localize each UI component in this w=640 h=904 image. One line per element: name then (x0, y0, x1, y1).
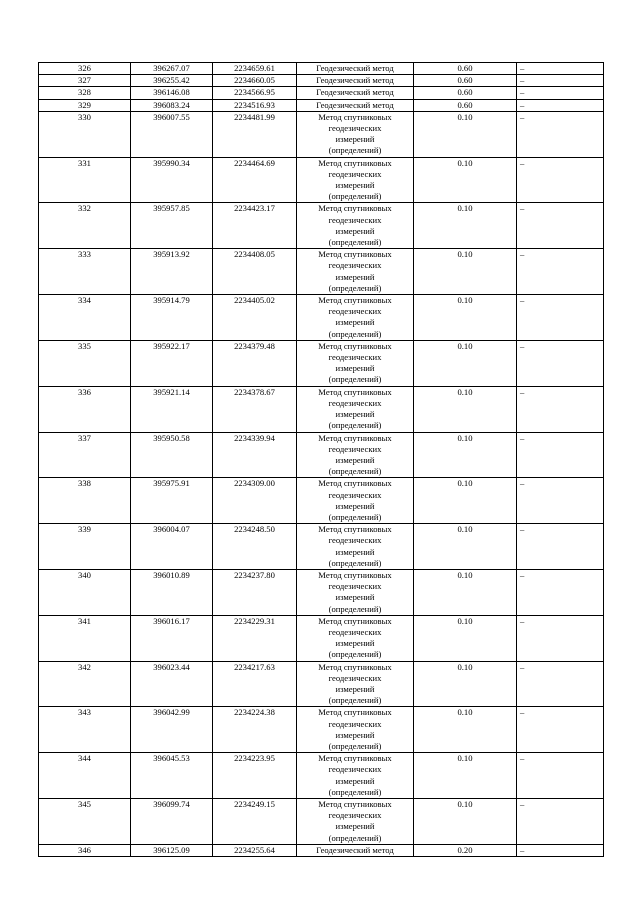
table-row (39, 432, 604, 478)
method-line: измерений (335, 500, 375, 511)
method-cell (297, 295, 414, 341)
x-coordinate-cell: 396099.74 (131, 799, 213, 845)
coordinates-table (38, 62, 604, 857)
method-line: Метод спутниковых (318, 432, 392, 443)
point-number-cell: 335 (39, 340, 131, 386)
method-line: (определений) (328, 603, 382, 614)
method-line: (определений) (328, 145, 382, 156)
note-cell: – (517, 569, 604, 615)
method-cell (297, 99, 414, 111)
method-line: измерений (335, 317, 375, 328)
table-row (39, 524, 604, 570)
method-line: геодезических (328, 168, 382, 179)
note-cell: – (517, 478, 604, 524)
method-cell (297, 203, 414, 249)
table-row (39, 661, 604, 707)
method-cell (297, 111, 414, 157)
method-cell (297, 844, 414, 856)
method-cell (297, 524, 414, 570)
table-row (39, 157, 604, 203)
method-line: измерений (335, 454, 375, 465)
point-number-cell: 337 (39, 432, 131, 478)
accuracy-cell: 0.10 (414, 524, 517, 570)
point-number-cell: 339 (39, 524, 131, 570)
point-number-cell: 334 (39, 295, 131, 341)
x-coordinate-cell: 396010.89 (131, 569, 213, 615)
note-cell: – (517, 87, 604, 99)
accuracy-cell: 0.10 (414, 569, 517, 615)
method-line: (определений) (328, 374, 382, 385)
note-cell: – (517, 844, 604, 856)
note-cell: – (517, 340, 604, 386)
x-coordinate-cell: 396045.53 (131, 753, 213, 799)
accuracy-cell: 0.10 (414, 707, 517, 753)
method-line: (определений) (328, 511, 382, 522)
method-line: измерений (335, 683, 375, 694)
y-coordinate-cell: 2234405.02 (213, 295, 297, 341)
method-line: геодезических (328, 581, 382, 592)
table-row (39, 340, 604, 386)
method-line: геодезических (328, 626, 382, 637)
x-coordinate-cell: 395990.34 (131, 157, 213, 203)
note-cell: – (517, 432, 604, 478)
note-cell: – (517, 203, 604, 249)
point-number-cell: 328 (39, 87, 131, 99)
method-cell (297, 753, 414, 799)
y-coordinate-cell: 2234659.61 (213, 63, 297, 75)
note-cell: – (517, 524, 604, 570)
method-line: Метод спутниковых (318, 111, 392, 122)
method-line: (определений) (328, 740, 382, 751)
method-line: измерений (335, 638, 375, 649)
x-coordinate-cell: 396083.24 (131, 99, 213, 111)
table-row (39, 386, 604, 432)
method-line: Геодезический метод (316, 87, 394, 98)
method-line: измерений (335, 180, 375, 191)
y-coordinate-cell: 2234217.63 (213, 661, 297, 707)
table-row (39, 844, 604, 856)
method-line: измерений (335, 134, 375, 145)
method-line: Геодезический метод (316, 844, 394, 855)
method-line: измерений (335, 821, 375, 832)
method-line: геодезических (328, 260, 382, 271)
method-cell (297, 340, 414, 386)
method-line: (определений) (328, 557, 382, 568)
note-cell: – (517, 295, 604, 341)
method-cell (297, 63, 414, 75)
table-row (39, 249, 604, 295)
x-coordinate-cell: 396255.42 (131, 75, 213, 87)
point-number-cell: 343 (39, 707, 131, 753)
note-cell: – (517, 157, 604, 203)
method-cell (297, 799, 414, 845)
method-line: Метод спутниковых (318, 340, 392, 351)
method-cell (297, 661, 414, 707)
method-line: (определений) (328, 328, 382, 339)
method-cell (297, 75, 414, 87)
y-coordinate-cell: 2234249.15 (213, 799, 297, 845)
point-number-cell: 340 (39, 569, 131, 615)
method-line: измерений (335, 546, 375, 557)
y-coordinate-cell: 2234408.05 (213, 249, 297, 295)
accuracy-cell: 0.60 (414, 75, 517, 87)
method-line: геодезических (328, 397, 382, 408)
note-cell: – (517, 615, 604, 661)
method-line: (определений) (328, 786, 382, 797)
method-line: измерений (335, 729, 375, 740)
method-line: геодезических (328, 443, 382, 454)
point-number-cell: 344 (39, 753, 131, 799)
x-coordinate-cell: 396267.07 (131, 63, 213, 75)
method-line: измерений (335, 225, 375, 236)
method-line: геодезических (328, 718, 382, 729)
table-row (39, 111, 604, 157)
method-line: Метод спутниковых (318, 799, 392, 809)
x-coordinate-cell: 396007.55 (131, 111, 213, 157)
method-line: геодезических (328, 352, 382, 363)
x-coordinate-cell: 395922.17 (131, 340, 213, 386)
method-line: геодезических (328, 489, 382, 500)
method-cell (297, 569, 414, 615)
table-row (39, 99, 604, 111)
table-row (39, 75, 604, 87)
accuracy-cell: 0.10 (414, 157, 517, 203)
method-line: измерений (335, 775, 375, 786)
table-row (39, 799, 604, 845)
method-line: измерений (335, 363, 375, 374)
table-row (39, 203, 604, 249)
method-cell (297, 157, 414, 203)
x-coordinate-cell: 396125.09 (131, 844, 213, 856)
y-coordinate-cell: 2234481.99 (213, 111, 297, 157)
method-line: Метод спутниковых (318, 295, 392, 306)
method-line: Геодезический метод (316, 75, 394, 86)
method-line: измерений (335, 409, 375, 420)
point-number-cell: 327 (39, 75, 131, 87)
x-coordinate-cell: 396004.07 (131, 524, 213, 570)
method-line: Геодезический метод (316, 63, 394, 73)
y-coordinate-cell: 2234223.95 (213, 753, 297, 799)
y-coordinate-cell: 2234224.38 (213, 707, 297, 753)
x-coordinate-cell: 395921.14 (131, 386, 213, 432)
x-coordinate-cell: 395957.85 (131, 203, 213, 249)
method-line: геодезических (328, 764, 382, 775)
table-row (39, 569, 604, 615)
table-row (39, 295, 604, 341)
method-cell (297, 478, 414, 524)
method-line: геодезических (328, 123, 382, 134)
method-line: (определений) (328, 237, 382, 248)
point-number-cell: 332 (39, 203, 131, 249)
accuracy-cell: 0.10 (414, 203, 517, 249)
note-cell: – (517, 707, 604, 753)
method-line: (определений) (328, 282, 382, 293)
x-coordinate-cell: 396146.08 (131, 87, 213, 99)
method-line: Метод спутниковых (318, 249, 392, 260)
accuracy-cell: 0.60 (414, 99, 517, 111)
y-coordinate-cell: 2234237.80 (213, 569, 297, 615)
method-line: Метод спутниковых (318, 615, 392, 626)
method-line: (определений) (328, 466, 382, 477)
method-line: измерений (335, 592, 375, 603)
point-number-cell: 346 (39, 844, 131, 856)
coordinates-table-body (39, 63, 604, 857)
method-cell (297, 707, 414, 753)
table-row (39, 478, 604, 524)
table-row (39, 63, 604, 75)
note-cell: – (517, 753, 604, 799)
method-cell (297, 249, 414, 295)
note-cell: – (517, 99, 604, 111)
note-cell: – (517, 111, 604, 157)
method-line: геодезических (328, 214, 382, 225)
method-line: Метод спутниковых (318, 569, 392, 580)
x-coordinate-cell: 395950.58 (131, 432, 213, 478)
note-cell: – (517, 75, 604, 87)
method-cell (297, 432, 414, 478)
y-coordinate-cell: 2234378.67 (213, 386, 297, 432)
y-coordinate-cell: 2234229.31 (213, 615, 297, 661)
method-line: Метод спутниковых (318, 478, 392, 489)
accuracy-cell: 0.10 (414, 432, 517, 478)
method-line: геодезических (328, 306, 382, 317)
point-number-cell: 331 (39, 157, 131, 203)
accuracy-cell: 0.10 (414, 799, 517, 845)
x-coordinate-cell: 396016.17 (131, 615, 213, 661)
method-cell (297, 615, 414, 661)
y-coordinate-cell: 2234464.69 (213, 157, 297, 203)
accuracy-cell: 0.10 (414, 295, 517, 341)
accuracy-cell: 0.10 (414, 615, 517, 661)
point-number-cell: 336 (39, 386, 131, 432)
method-line: Метод спутниковых (318, 524, 392, 535)
x-coordinate-cell: 395913.92 (131, 249, 213, 295)
note-cell: – (517, 249, 604, 295)
method-line: Метод спутниковых (318, 157, 392, 168)
accuracy-cell: 0.60 (414, 87, 517, 99)
y-coordinate-cell: 2234309.00 (213, 478, 297, 524)
method-line: геодезических (328, 810, 382, 821)
accuracy-cell: 0.10 (414, 249, 517, 295)
method-line: измерений (335, 271, 375, 282)
method-line: (определений) (328, 832, 382, 843)
y-coordinate-cell: 2234660.05 (213, 75, 297, 87)
y-coordinate-cell: 2234248.50 (213, 524, 297, 570)
point-number-cell: 333 (39, 249, 131, 295)
table-row (39, 615, 604, 661)
y-coordinate-cell: 2234566.95 (213, 87, 297, 99)
y-coordinate-cell: 2234255.64 (213, 844, 297, 856)
table-row (39, 753, 604, 799)
method-cell (297, 386, 414, 432)
point-number-cell: 345 (39, 799, 131, 845)
accuracy-cell: 0.20 (414, 844, 517, 856)
accuracy-cell: 0.10 (414, 661, 517, 707)
method-line: Метод спутниковых (318, 386, 392, 397)
y-coordinate-cell: 2234423.17 (213, 203, 297, 249)
method-line: (определений) (328, 695, 382, 706)
accuracy-cell: 0.10 (414, 386, 517, 432)
method-line: Метод спутниковых (318, 203, 392, 214)
y-coordinate-cell: 2234516.93 (213, 99, 297, 111)
method-line: (определений) (328, 191, 382, 202)
note-cell: – (517, 63, 604, 75)
method-cell (297, 87, 414, 99)
x-coordinate-cell: 396042.99 (131, 707, 213, 753)
table-row (39, 707, 604, 753)
method-line: Метод спутниковых (318, 707, 392, 718)
note-cell: – (517, 799, 604, 845)
method-line: (определений) (328, 649, 382, 660)
point-number-cell: 341 (39, 615, 131, 661)
method-line: (определений) (328, 420, 382, 431)
note-cell: – (517, 386, 604, 432)
method-line: Геодезический метод (316, 99, 394, 110)
note-cell: – (517, 661, 604, 707)
method-line: Метод спутниковых (318, 753, 392, 764)
method-line: Метод спутниковых (318, 661, 392, 672)
y-coordinate-cell: 2234339.94 (213, 432, 297, 478)
point-number-cell: 342 (39, 661, 131, 707)
y-coordinate-cell: 2234379.48 (213, 340, 297, 386)
method-line: геодезических (328, 535, 382, 546)
point-number-cell: 330 (39, 111, 131, 157)
method-line: геодезических (328, 672, 382, 683)
point-number-cell: 329 (39, 99, 131, 111)
x-coordinate-cell: 395975.91 (131, 478, 213, 524)
x-coordinate-cell: 396023.44 (131, 661, 213, 707)
accuracy-cell: 0.10 (414, 340, 517, 386)
accuracy-cell: 0.10 (414, 753, 517, 799)
accuracy-cell: 0.10 (414, 111, 517, 157)
x-coordinate-cell: 395914.79 (131, 295, 213, 341)
point-number-cell: 338 (39, 478, 131, 524)
point-number-cell: 326 (39, 63, 131, 75)
accuracy-cell: 0.10 (414, 478, 517, 524)
accuracy-cell: 0.60 (414, 63, 517, 75)
table-row (39, 87, 604, 99)
